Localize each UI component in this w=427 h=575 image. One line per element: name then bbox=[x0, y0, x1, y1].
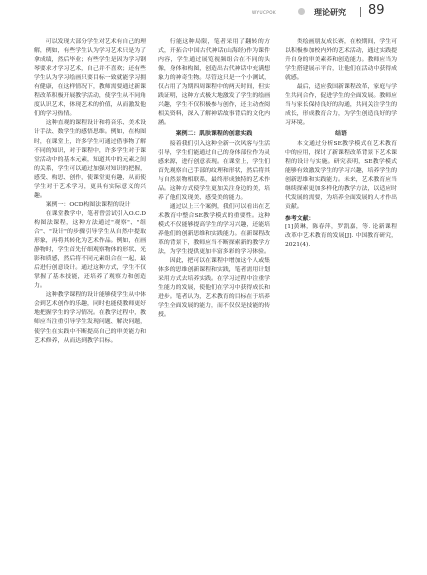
paragraph: 接着我们引入这种全新一次风客与生活引导，学生们能通过自己的身体部位作为灵感来源，进行创意表现。在课堂上，学生们首先观察自己手部的纹理和形状，然后将其与自然景物相联系，最终形成独特的艺术作品。这种方式使学生更加关注身边的美，培养了他们发现美、感受美的能力。 bbox=[158, 140, 270, 201]
page-number: 89 bbox=[368, 3, 385, 18]
paragraph: 最后，适应我国新课程改革，家庭与学生共同合作，促进学生的全面发展。教师应当与家长保持良好的沟通，共同关注学生的成长，形成教育合力，为学生创造良好的学习环境。 bbox=[285, 84, 397, 127]
paragraph: 通过以上三个案例，我们可以看出在艺术教育中整合SE教学模式的重要性。这种模式不仅能够提高学生的学习兴趣，还能培养他们的创新思维和实践能力。在新课程改革的背景下，教师应当不断探索新的教学方法，为学生提供更加丰富多彩的学习体验。 bbox=[158, 203, 270, 256]
journal-name: WYUCPOK bbox=[252, 10, 277, 15]
column-middle bbox=[158, 38, 270, 320]
paragraph: 行能这种局限，笔者采用了翻转的方式，开拓合中国古代神话(山海经)作为课件内容，学生通过展览视频组合在不同的头像，身体和构图，创造出古代神话中充满想象力的神奇生物。尽管这只是一个小测试，仅占用了为期四周课程中的两天时间，但实践证明，这种方式极大地激发了学生的绘画兴趣，学生不仅积极参与创作，还主动查阅相关资料，深入了解神话故事背后的文化内涵。 bbox=[158, 39, 270, 127]
reference-item: [1]黄琳，陈春萍，罗凯嘉，等. 论新课程改革中艺术教育的发展[J]. 中国教育研究，2021(4). bbox=[285, 223, 397, 249]
case-heading: 案例一：OCD构图法课程的设计 bbox=[45, 201, 131, 208]
paragraph: 类绘画朋友成长赛，在校期间，学生可以积极参加校内外的艺术活动，通过实践提升自身的审美素养和创造能力。教师应当为学生搭建展示平台，让他们在活动中获得成就感。 bbox=[285, 39, 397, 82]
paragraph: 因此，把可以在课程中增加这个人或集体多的思维创新课程和实践，笔者需用计划采用方式去培养实践。在学习过程中注重学生能力的发展，使他们在学习中获得成长和进步。笔者认为，艺术教育的目标在于培养学生全面发展的能力，而不仅仅是技能的传授。 bbox=[158, 258, 270, 319]
paragraph: 在课堂教学中，笔者曾尝试引入O.C.D构图法课程，这种方法通过"观察"、"组合"、"设计"的步骤引导学生从自然中提取形象，再将其转化为艺术作品。例如，在画静物时，学生首先仔细观察物体的形状、光影和质感，然后将不同元素组合在一起，最后进行创意设计。通过这种方式，学生不仅掌握了基本技能，还培养了观察力和创造力。 bbox=[34, 210, 146, 290]
conclusion-heading: 结语 bbox=[335, 130, 347, 138]
section-title: 理论研究 bbox=[314, 7, 346, 17]
column-right bbox=[285, 38, 397, 250]
references-heading: 参考文献： bbox=[285, 214, 315, 222]
paragraph: 这种直观的课程设计和将音乐、美术设计手法、数学生的感悟思维。例如，在构图时，在课堂上，许多学生可通过借事物了解不同的知识，对于课程中，许多学生对于课堂活动中的基本元素，知道其中的元素之间的关系，学生可以通过加强对知识的把握，感受、构思、创作，使课堂更有趣，从而使学生对于艺术学习，更具有实际意义的兴趣。 bbox=[34, 120, 146, 199]
header-divider bbox=[360, 7, 361, 17]
paragraph: 这种教学课程的设计能够使学生从中体会到艺术创作的乐趣，同时也能使教师更好地把握学生的学习情况。在教学过程中，教师应当注重引导学生发现问题、解决问题，使学生在实践中不断提高自己的审美能力和艺术修养，从而达到教学目标。 bbox=[34, 292, 146, 344]
column-left bbox=[34, 38, 146, 346]
journal-logo-icon bbox=[298, 8, 305, 15]
page-header bbox=[0, 0, 427, 22]
case-heading: 案例二：肌肤课程的创意实践 bbox=[175, 130, 253, 138]
paragraph: 可以发现大部分学生对艺术有自己的理解，例如，有些学生认为学习艺术只是为了拿成绩，然后毕业；有些学生是因为学习钢琴要求才学习艺术，自己并不喜欢；还有些学生认为学习绘画只要目标一致就能学习拥有健康，在这样情况下，教师需要通过新课程改革积极开展教学活动，使学生从不同角度认识艺术，体现艺术的价值，从而激发他们的学习热情。 bbox=[34, 39, 146, 118]
paragraph: 本文通过分析SE教学模式在艺术教育中的应用，探讨了新课程改革背景下艺术课程的设计与实施。研究表明，SE教学模式能够有效激发学生的学习兴趣，培养学生的创新思维和实践能力。未来，艺术教育应当继续探索更加多样化的教学方法，以适应时代发展的需要，为培养全面发展的人才作出贡献。 bbox=[285, 140, 397, 210]
